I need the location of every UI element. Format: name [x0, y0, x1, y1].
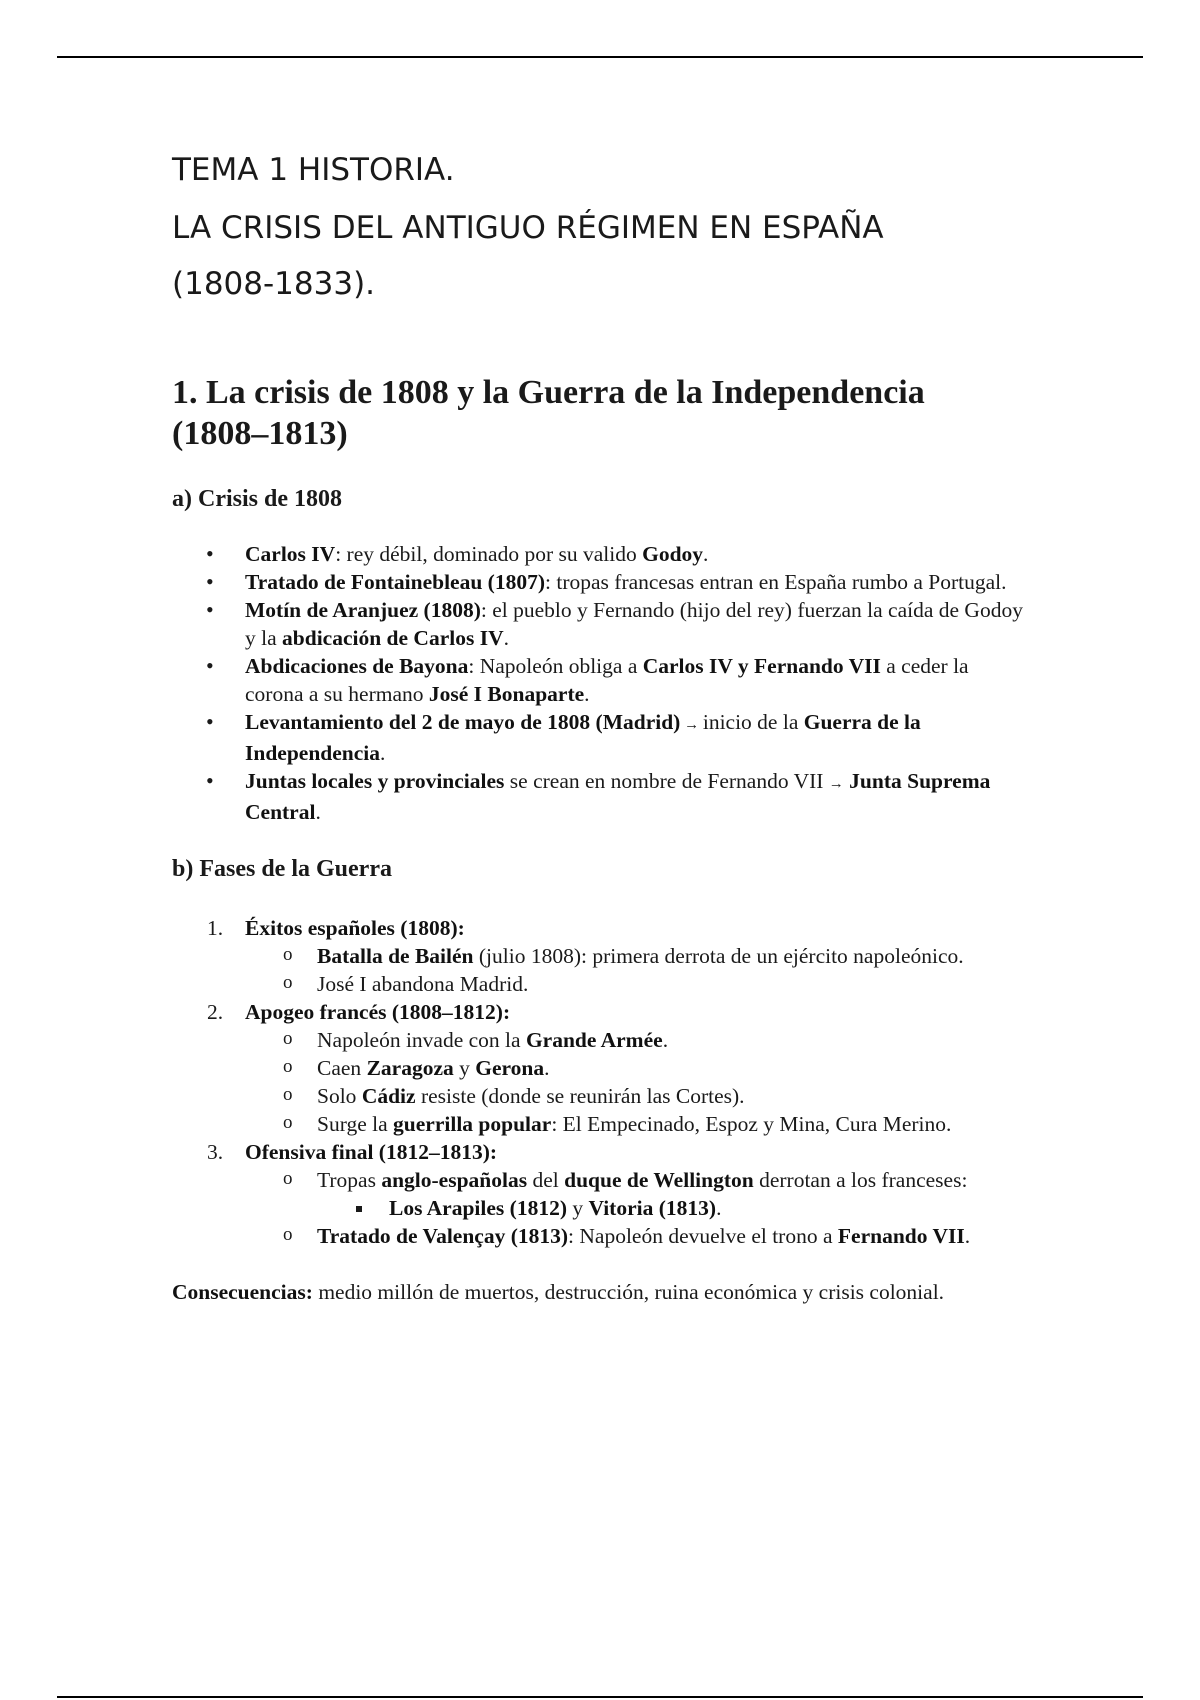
battle-sublist [317, 1194, 1032, 1222]
list-item [317, 1054, 1032, 1082]
bold-term: Carlos IV y Fernando VII [642, 654, 881, 678]
bold-term: abdicación de Carlos IV [282, 626, 504, 650]
bold-term: Cádiz [361, 1084, 416, 1108]
item-text: derrotan a los franceses: [753, 1168, 968, 1192]
list-item [245, 708, 1032, 767]
bold-term: anglo-españolas [381, 1168, 528, 1192]
arrow-right-icon: → [680, 717, 703, 733]
item-text: del [527, 1168, 565, 1192]
item-text: y [566, 1196, 589, 1220]
crisis-bullet-list [172, 540, 1032, 826]
item-text: : Napoleón devuelve el trono a [568, 1224, 838, 1248]
item-text: Napoleón invade con la [317, 1028, 526, 1052]
item-text: Surge la [317, 1112, 394, 1136]
list-item [317, 1222, 1032, 1250]
section-heading-line2: (1808–1813) [172, 415, 348, 452]
phase-title: Apogeo francés (1808–1812): [245, 1000, 511, 1024]
bold-term: Batalla de Bailén [317, 944, 474, 968]
phase-number: 2. [207, 1000, 224, 1024]
phase-sublist [245, 1166, 1032, 1250]
item-text: : Napoleón obliga a [468, 654, 643, 678]
bold-term: Motín de Aranjuez (1808) [245, 598, 481, 622]
phase-sublist [245, 1026, 1032, 1138]
bold-term: Juntas locales y provinciales [245, 769, 505, 793]
consequences-text: medio millón de muertos, destrucción, ruina económica y crisis colonial. [312, 1280, 945, 1304]
list-item [389, 1194, 1032, 1222]
item-text: . [315, 800, 321, 824]
bold-term: José I Bonaparte [428, 682, 585, 706]
phase-number: 3. [207, 1140, 224, 1164]
phases-list [172, 914, 1032, 1250]
phase-item [207, 914, 1032, 998]
item-text: Solo [317, 1084, 362, 1108]
list-item [317, 970, 1032, 998]
item-text: : tropas francesas entran en España rumbo a Portugal. [545, 570, 1007, 594]
bold-term: Junta Suprema Central [245, 769, 991, 824]
list-item [245, 568, 1032, 596]
phase-item [207, 1138, 1032, 1250]
bottom-rule [57, 1696, 1143, 1698]
item-text: . [544, 1056, 550, 1080]
bold-term: Zaragoza [366, 1056, 454, 1080]
bold-term: Carlos IV [245, 542, 336, 566]
list-item [245, 767, 1032, 826]
item-text: . [380, 741, 386, 765]
item-text: Tropas [317, 1168, 382, 1192]
top-rule [57, 56, 1143, 58]
phase-title: Ofensiva final (1812–1813): [245, 1140, 498, 1164]
item-text: José I abandona Madrid. [317, 972, 529, 996]
list-item [245, 540, 1032, 568]
subheading-fases-guerra: b) Fases de la Guerra [172, 856, 392, 882]
phase-item [207, 998, 1032, 1138]
list-item [317, 1110, 1032, 1138]
item-text: . [703, 542, 709, 566]
item-text: : El Empecinado, Espoz y Mina, Cura Merino. [551, 1112, 952, 1136]
section-heading-line1: 1. La crisis de 1808 y la Guerra de la Independencia [172, 374, 925, 411]
list-item [245, 596, 1032, 652]
item-text: : rey débil, dominado por su valido [335, 542, 643, 566]
bold-term: Levantamiento del 2 de mayo de 1808 (Madrid) [245, 710, 681, 734]
bold-term: Godoy [642, 542, 704, 566]
bold-term: duque de Wellington [564, 1168, 754, 1192]
item-text: . [503, 626, 509, 650]
bold-term: Grande Armée [525, 1028, 663, 1052]
section-heading [172, 372, 1032, 454]
item-text: (julio 1808): primera derrota de un ejército napoleónico. [473, 944, 964, 968]
doc-title-line2: LA CRISIS DEL ANTIGUO RÉGIMEN EN ESPAÑA [172, 210, 884, 246]
item-text: . [584, 682, 590, 706]
bold-term: guerrilla popular [393, 1112, 552, 1136]
bold-term: Guerra de la Independencia [245, 710, 921, 765]
arrow-right-icon: → [828, 776, 844, 792]
list-item [317, 1082, 1032, 1110]
item-text: Caen [317, 1056, 367, 1080]
item-text: y [453, 1056, 476, 1080]
bold-term: Tratado de Valençay (1813) [317, 1224, 569, 1248]
consequences-paragraph [172, 1278, 1032, 1306]
phase-number: 1. [207, 916, 224, 940]
item-text: resiste (donde se reunirán las Cortes). [415, 1084, 745, 1108]
list-item [245, 652, 1032, 708]
phase-title: Éxitos españoles (1808): [245, 916, 465, 940]
item-text: . [662, 1028, 669, 1052]
item-text: inicio de la [702, 710, 804, 734]
bold-term: Abdicaciones de Bayona [245, 654, 469, 678]
doc-title-line1: TEMA 1 HISTORIA. [172, 152, 455, 188]
bold-term: Los Arapiles (1812) [389, 1196, 567, 1220]
doc-title-line3: (1808-1833). [172, 266, 376, 302]
item-text: a ceder la corona a su hermano [245, 654, 969, 706]
list-item [317, 942, 1032, 970]
document-body [172, 142, 1032, 1328]
consequences-label: Consecuencias: [172, 1280, 313, 1304]
bold-term: Vitoria (1813) [588, 1196, 717, 1220]
bold-term: Fernando VII [837, 1224, 965, 1248]
item-text: . [716, 1196, 722, 1220]
item-text: . [964, 1224, 971, 1248]
list-item [317, 1166, 1032, 1222]
subheading-crisis-1808: a) Crisis de 1808 [172, 486, 342, 512]
bold-term: Gerona [475, 1056, 545, 1080]
item-text: se crean en nombre de Fernando VII [504, 769, 829, 793]
phase-sublist [245, 942, 1032, 998]
list-item [317, 1026, 1032, 1054]
bold-term: Tratado de Fontainebleau (1807) [245, 570, 546, 594]
item-text: : el pueblo y Fernando (hijo del rey) fuerzan la caída de Godoy y la [245, 598, 1023, 650]
